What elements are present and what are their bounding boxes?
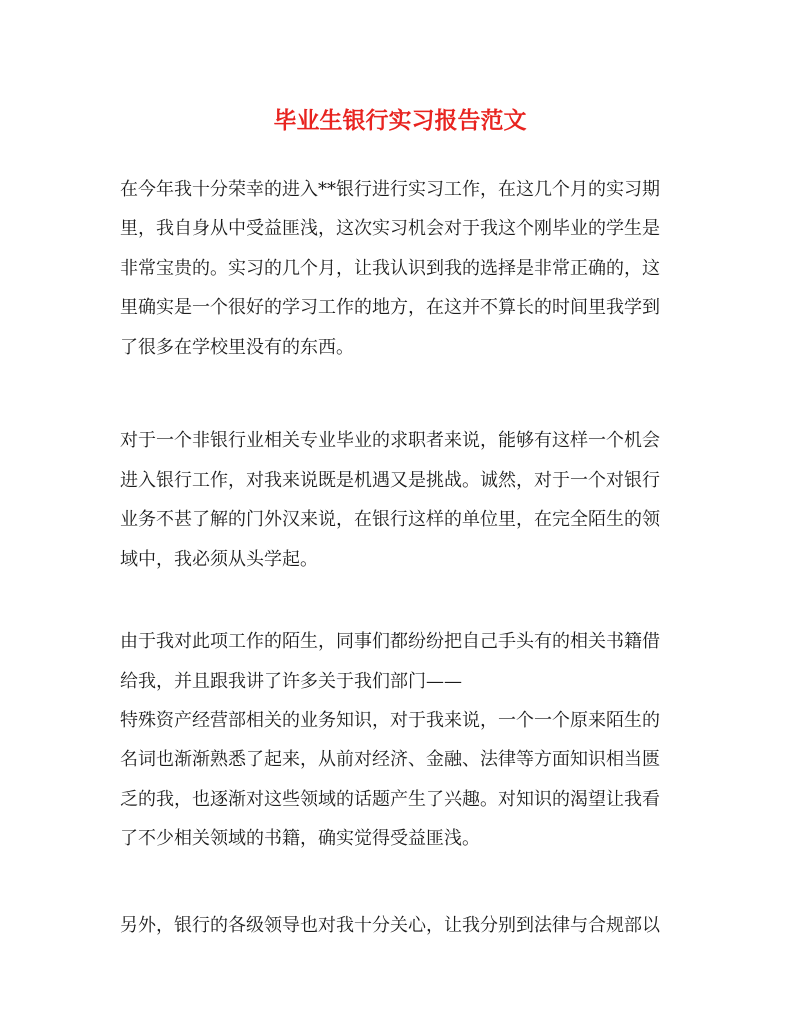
paragraph-1-line-5: 了很多在学校里没有的东西。 [120,337,354,358]
paragraph-1-line-3: 非常宝贵的。实习的几个月，让我认识到我的选择是非常正确的，这 [120,258,660,279]
paragraph-3-line-5: 乏的我，也逐渐对这些领域的话题产生了兴趣。对知识的渴望让我看 [120,789,660,810]
paragraph-2-line-4: 域中，我必须从头学起。 [120,549,318,570]
paragraph-4-line-1: 另外，银行的各级领导也对我十分关心，让我分别到法律与合规部以 [120,915,660,936]
paragraph-2-line-3: 业务不甚了解的门外汉来说，在银行这样的单位里，在完全陌生的领 [120,509,660,530]
paragraph-3-line-6: 了不少相关领域的书籍，确实觉得受益匪浅。 [120,828,480,849]
paragraph-3-line-2: 给我，并且跟我讲了许多关于我们部门—— [120,671,462,692]
paragraph-3-line-4: 名词也渐渐熟悉了起来，从前对经济、金融、法律等方面知识相当匮 [120,749,660,770]
paragraph-2-line-2: 进入银行工作，对我来说既是机遇又是挑战。诚然，对于一个对银行 [120,470,660,491]
paragraph-1-line-1: 在今年我十分荣幸的进入**银行进行实习工作，在这几个月的实习期 [120,179,660,200]
paragraph-2-line-1: 对于一个非银行业相关专业毕业的求职者来说，能够有这样一个机会 [120,430,660,451]
paragraph-1-line-2: 里，我自身从中受益匪浅，这次实习机会对于我这个刚毕业的学生是 [120,218,660,239]
paragraph-3-line-1: 由于我对此项工作的陌生，同事们都纷纷把自己手头有的相关书籍借 [120,631,660,652]
document-title: 毕业生银行实习报告范文 [273,107,527,134]
paragraph-3-line-3: 特殊资产经营部相关的业务知识，对于我来说，一个一个原来陌生的 [120,710,660,731]
paragraph-1-line-4: 里确实是一个很好的学习工作的地方，在这并不算长的时间里我学到 [120,297,660,318]
